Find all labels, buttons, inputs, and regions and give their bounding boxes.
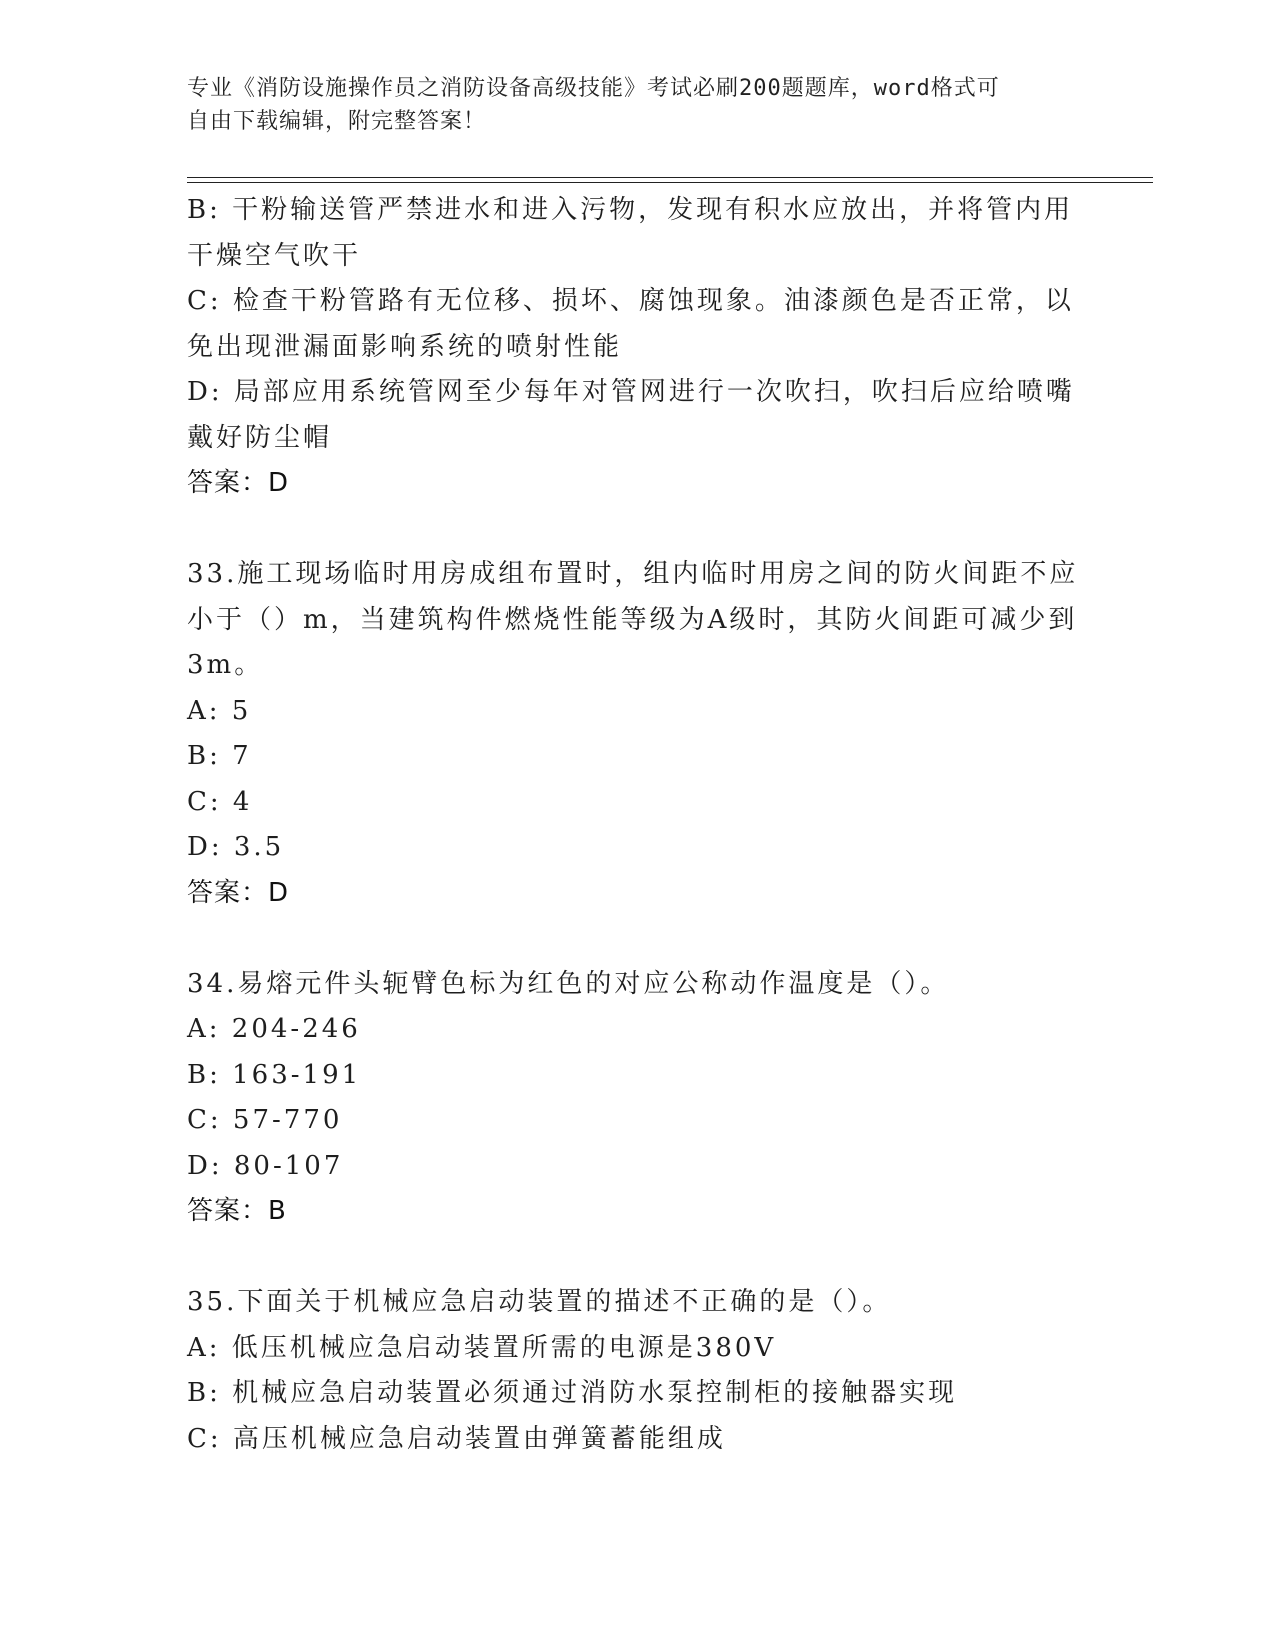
document-body <box>187 188 1079 1462</box>
spacer <box>187 916 1067 962</box>
header-divider-bottom <box>187 182 1153 183</box>
q34-option-b: B: 163-191 <box>187 1059 362 1090</box>
question-35 <box>187 1280 1067 1462</box>
q33-option-c: C: 4 <box>187 786 253 817</box>
q33-stem-line-1: 33.施工现场临时用房成组布置时，组内临时用房之间的防火间距不应 <box>187 559 1079 589</box>
q32-option-c-line-1: C: 检查干粉管路有无位移、损坏、腐蚀现象。油漆颜色是否正常，以 <box>187 286 1074 316</box>
question-33 <box>187 552 1079 916</box>
q32-option-b-line-1: B: 干粉输送管严禁进水和进入污物，发现有积水应放出，并将管内用 <box>187 195 1074 225</box>
q32-option-d-line-1: D: 局部应用系统管网至少每年对管网进行一次吹扫，吹扫后应给喷嘴 <box>187 377 1075 407</box>
q35-option-a: A: 低压机械应急启动装置所需的电源是380V <box>187 1332 777 1363</box>
q32-answer: 答案：D <box>187 468 290 498</box>
header-line-2: 自由下载编辑，附完整答案！ <box>187 109 487 134</box>
q34-option-a: A: 204-246 <box>187 1014 361 1044</box>
q34-stem: 34.易熔元件头轭臂色标为红色的对应公称动作温度是（）。 <box>187 968 950 999</box>
q32-option-c-line-2: 免出现泄漏面影响系统的喷射性能 <box>187 331 623 362</box>
spacer <box>187 507 1067 553</box>
q35-option-b: B: 机械应急启动装置必须通过消防水泵控制柜的接触器实现 <box>187 1378 958 1408</box>
q33-stem-line-3: 3m。 <box>187 650 264 680</box>
document-header <box>187 72 1067 138</box>
q33-option-b: B: 7 <box>187 741 252 771</box>
q34-option-c: C: 57-770 <box>187 1105 343 1135</box>
q33-option-a: A: 5 <box>187 695 252 726</box>
header-line-1: 专业《消防设施操作员之消防设备高级技能》考试必刷200题题库，word格式可 <box>187 76 1000 101</box>
q33-answer: 答案：D <box>187 877 290 908</box>
q34-answer: 答案：B <box>187 1196 287 1226</box>
q35-stem: 35.下面关于机械应急启动装置的描述不正确的是（）。 <box>187 1287 892 1317</box>
q32-option-d-line-2: 戴好防尘帽 <box>187 422 333 453</box>
spacer <box>187 1235 1067 1281</box>
q34-option-d: D: 80-107 <box>187 1150 344 1181</box>
q35-option-c: C: 高压机械应急启动装置由弹簧蓄能组成 <box>187 1423 726 1454</box>
q33-stem-line-2: 小于（）m，当建筑构件燃烧性能等级为A级时，其防火间距可减少到 <box>187 604 1078 635</box>
header-divider-top <box>187 177 1153 178</box>
question-32 <box>187 188 1075 507</box>
q33-option-d: D: 3.5 <box>187 832 285 862</box>
question-34 <box>187 962 1067 1235</box>
q32-option-b-line-2: 干燥空气吹干 <box>187 240 362 271</box>
